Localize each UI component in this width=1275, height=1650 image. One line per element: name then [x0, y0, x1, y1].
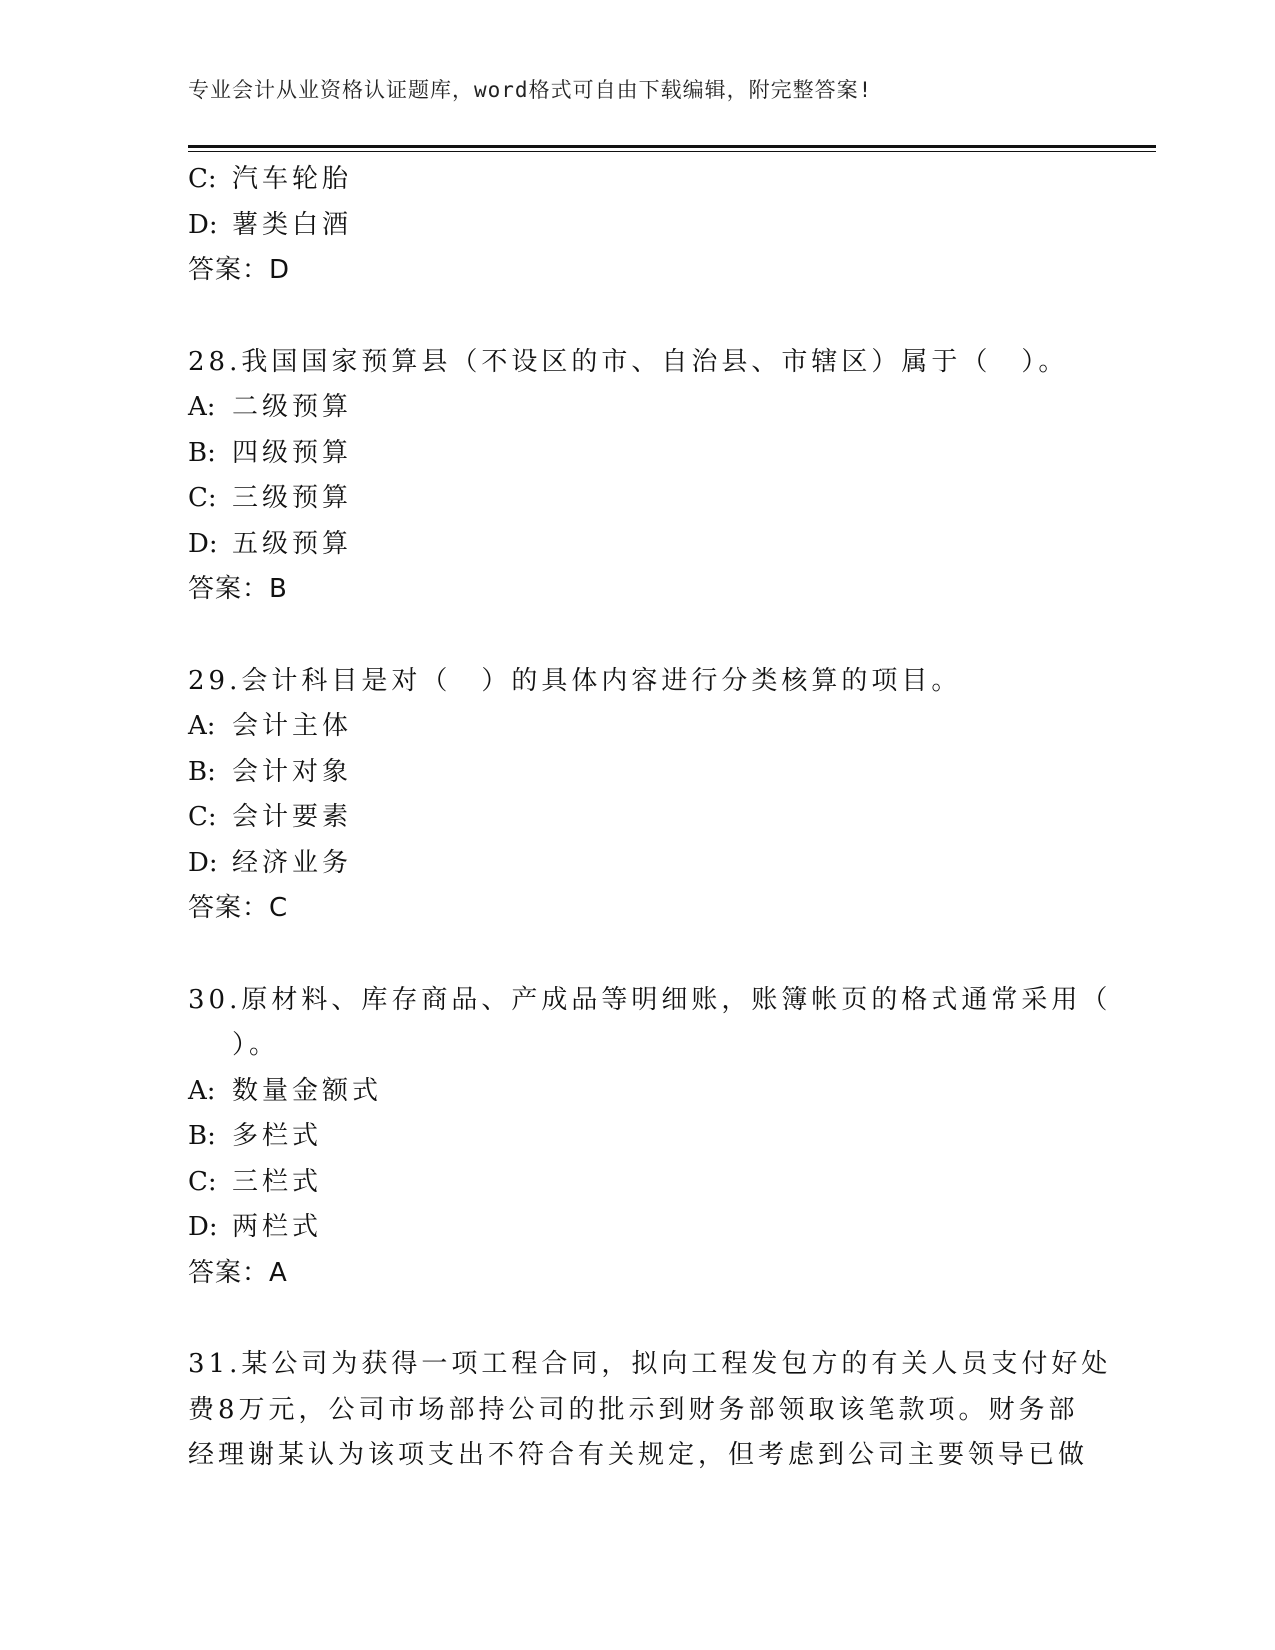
question-stem: 30.原材料、库存商品、产成品等明细账，账簿帐页的格式通常采用（ — [188, 984, 1112, 1015]
answer-line: 答案：D — [188, 255, 291, 285]
option-line — [188, 431, 1078, 477]
option-key: D: — [188, 209, 218, 240]
option-line — [188, 750, 1078, 796]
option-text: 经济业务 — [232, 847, 353, 878]
option-line — [188, 795, 1078, 841]
option-text: 三栏式 — [232, 1166, 323, 1197]
option-line — [188, 385, 1078, 431]
option-text: 两栏式 — [232, 1212, 323, 1242]
question-stem: 31.某公司为获得一项工程合同，拟向工程发包方的有关人员支付好处 — [188, 1349, 1112, 1379]
question-stem-continuation: 费8万元，公司市场部持公司的批示到财务部领取该笔款项。财务部 — [188, 1394, 1079, 1425]
option-line — [188, 522, 1078, 568]
question-stem-continuation: ）。 — [232, 1030, 280, 1060]
option-key: B: — [188, 1121, 216, 1151]
option-line — [188, 841, 1078, 887]
option-text: 二级预算 — [232, 392, 353, 422]
option-key: B: — [188, 437, 216, 468]
option-key: C: — [188, 483, 217, 513]
option-text: 五级预算 — [232, 528, 353, 559]
question-stem-continuation: 经理谢某认为该项支出不符合有关规定，但考虑到公司主要领导已做 — [188, 1440, 1089, 1470]
option-key: A: — [188, 1075, 216, 1106]
option-key: A: — [188, 711, 216, 741]
question-content — [188, 157, 1112, 1479]
option-key: C: — [188, 1166, 217, 1197]
option-text: 薯类白酒 — [232, 209, 353, 240]
option-key: D: — [188, 847, 218, 878]
question-stem: 28.我国国家预算县（不设区的市、自治县、市辖区）属于（ ）。 — [188, 346, 1069, 377]
option-key: C: — [188, 802, 217, 832]
answer-line: 答案：B — [188, 574, 288, 604]
option-text: 会计对象 — [232, 756, 353, 787]
option-text: 三级预算 — [232, 483, 353, 513]
header-rule-thick — [188, 145, 1156, 148]
option-line — [188, 1160, 1078, 1206]
option-key: C: — [188, 164, 217, 194]
option-key: A: — [188, 392, 216, 422]
option-text: 会计要素 — [232, 802, 353, 832]
option-line — [188, 704, 1078, 750]
option-key: D: — [188, 528, 218, 559]
question-stem: 29.会计科目是对（ ）的具体内容进行分类核算的项目。 — [188, 665, 962, 696]
option-line — [188, 1114, 1078, 1160]
option-text: 汽车轮胎 — [232, 164, 353, 194]
option-text: 数量金额式 — [232, 1075, 383, 1106]
option-text: 多栏式 — [232, 1121, 323, 1151]
option-key: B: — [188, 756, 216, 787]
option-line — [188, 203, 1078, 249]
page-header: 专业会计从业资格认证题库，word格式可自由下载编辑，附完整答案! — [188, 78, 873, 102]
option-text: 会计主体 — [232, 711, 353, 741]
option-line — [188, 1205, 1078, 1251]
answer-line: 答案：A — [188, 1257, 288, 1288]
option-line — [188, 476, 1078, 522]
answer-line: 答案：C — [188, 893, 289, 923]
option-text: 四级预算 — [232, 437, 353, 468]
option-line — [188, 1069, 1078, 1115]
header-rule-thin — [188, 151, 1156, 152]
option-key: D: — [188, 1212, 218, 1242]
option-line — [188, 157, 1078, 203]
